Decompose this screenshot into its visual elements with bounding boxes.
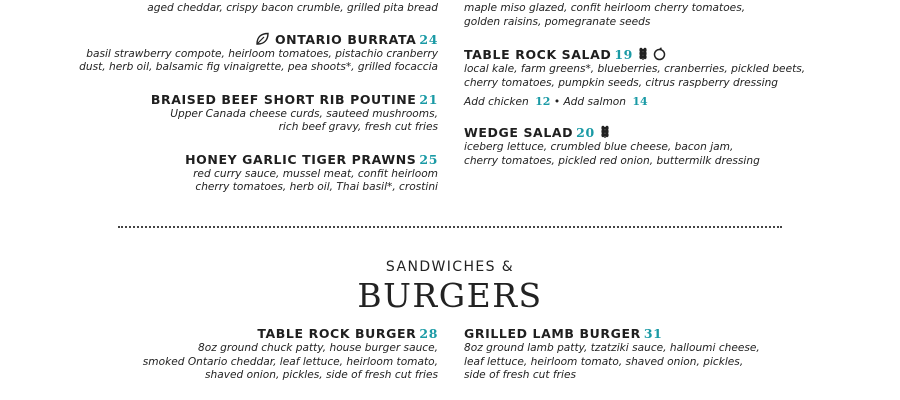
addon-separator: • xyxy=(553,96,561,108)
section-title: BURGERS xyxy=(357,276,543,315)
item-description: maple miso glazed, confit heirloom cherry tomatoes, xyxy=(464,2,746,14)
menu-item-continued xyxy=(464,2,864,29)
item-description: iceberg lettuce, crumbled blue cheese, bacon jam, xyxy=(464,141,734,153)
addon-salmon-price: 14 xyxy=(632,95,648,108)
item-name: TABLE ROCK BURGER xyxy=(257,326,417,341)
item-description: cherry tomatoes, herb oil, Thai basil*, crostini xyxy=(195,181,438,193)
item-description: local kale, farm greens*, blueberries, cranberries, pickled beets, xyxy=(464,63,806,75)
appetizers-left-column xyxy=(38,0,438,195)
item-description: golden raisins, pomegranate seeds xyxy=(464,15,651,28)
item-description: smoked Ontario cheddar, leaf lettuce, heirloom tomato, xyxy=(142,355,438,368)
leaf-icon xyxy=(255,32,270,46)
item-name: TABLE ROCK SALAD xyxy=(464,47,612,62)
item-price: 19 xyxy=(614,47,633,62)
item-name: GRILLED LAMB BURGER xyxy=(464,326,641,341)
item-price: 28 xyxy=(419,326,438,341)
item-description: 8oz ground lamb patty, tzatziki sauce, halloumi cheese, xyxy=(464,342,760,354)
item-description: cherry tomatoes, pumpkin seeds, citrus raspberry dressing xyxy=(464,76,779,89)
item-name-line xyxy=(38,92,438,108)
item-name: ONTARIO BURRATA xyxy=(274,31,417,47)
menu-item-honey-garlic-tiger-prawns xyxy=(38,152,438,195)
item-name: BRAISED BEEF SHORT RIB POUTINE xyxy=(150,91,417,107)
salad-addons xyxy=(464,95,864,109)
addon-chicken-label: Add chicken xyxy=(464,96,529,108)
menu-item-grilled-lamb-burger xyxy=(464,326,864,383)
item-description: red curry sauce, mussel meat, confit heirloom xyxy=(193,167,438,180)
item-description: dust, herb oil, balsamic fig vinaigrette, pea shoots*, grilled focaccia xyxy=(79,61,438,73)
item-description: leaf lettuce, heirloom tomato, shaved onion, pickles, xyxy=(464,355,744,368)
item-name-line xyxy=(38,152,438,168)
item-name-line xyxy=(464,326,864,342)
item-price: 31 xyxy=(643,326,663,341)
item-description: aged cheddar, crispy bacon crumble, grilled pita bread xyxy=(147,2,438,14)
nut-free-icon xyxy=(653,47,666,61)
addon-chicken-price: 12 xyxy=(535,95,551,108)
item-description: cherry tomatoes, pickled red onion, buttermilk dressing xyxy=(464,154,760,167)
dotted-divider xyxy=(118,226,782,228)
item-name-line xyxy=(464,46,864,63)
menu-item-ontario-burrata xyxy=(38,32,438,75)
addon-salmon-label: Add salmon xyxy=(563,96,626,108)
menu-item-table-rock-burger xyxy=(38,326,438,383)
wheat-icon xyxy=(638,46,648,61)
item-description: Upper Canada cheese curds, sauteed mushrooms, xyxy=(170,107,438,120)
burgers-right-column xyxy=(464,326,864,383)
item-name: HONEY GARLIC TIGER PRAWNS xyxy=(185,151,417,167)
burgers-left-column xyxy=(38,326,438,383)
menu-item-wedge-salad xyxy=(464,124,864,168)
item-name-line xyxy=(38,32,438,48)
menu-item-braised-beef-short-rib-poutine xyxy=(38,92,438,135)
item-description: 8oz ground chuck patty, house burger sauce, xyxy=(197,342,438,354)
item-price: 25 xyxy=(419,151,438,167)
item-name: WEDGE SALAD xyxy=(464,125,574,140)
section-subtitle: SANDWICHES & xyxy=(385,259,515,275)
item-price: 20 xyxy=(576,125,595,140)
wheat-icon xyxy=(600,124,610,139)
appetizers-right-column xyxy=(464,0,864,168)
menu-item-table-rock-salad xyxy=(464,46,864,109)
item-description: side of fresh cut fries xyxy=(464,369,576,381)
item-description: shaved onion, pickles, side of fresh cut fries xyxy=(205,369,438,381)
item-price: 24 xyxy=(419,31,438,47)
item-description: basil strawberry compote, heirloom tomatoes, pistachio cranberry xyxy=(86,47,438,60)
item-name-line xyxy=(464,124,864,141)
item-name-line xyxy=(38,326,438,342)
menu-item-continued xyxy=(38,2,438,16)
item-description: rich beef gravy, fresh cut fries xyxy=(278,121,438,133)
item-price: 21 xyxy=(419,91,438,107)
